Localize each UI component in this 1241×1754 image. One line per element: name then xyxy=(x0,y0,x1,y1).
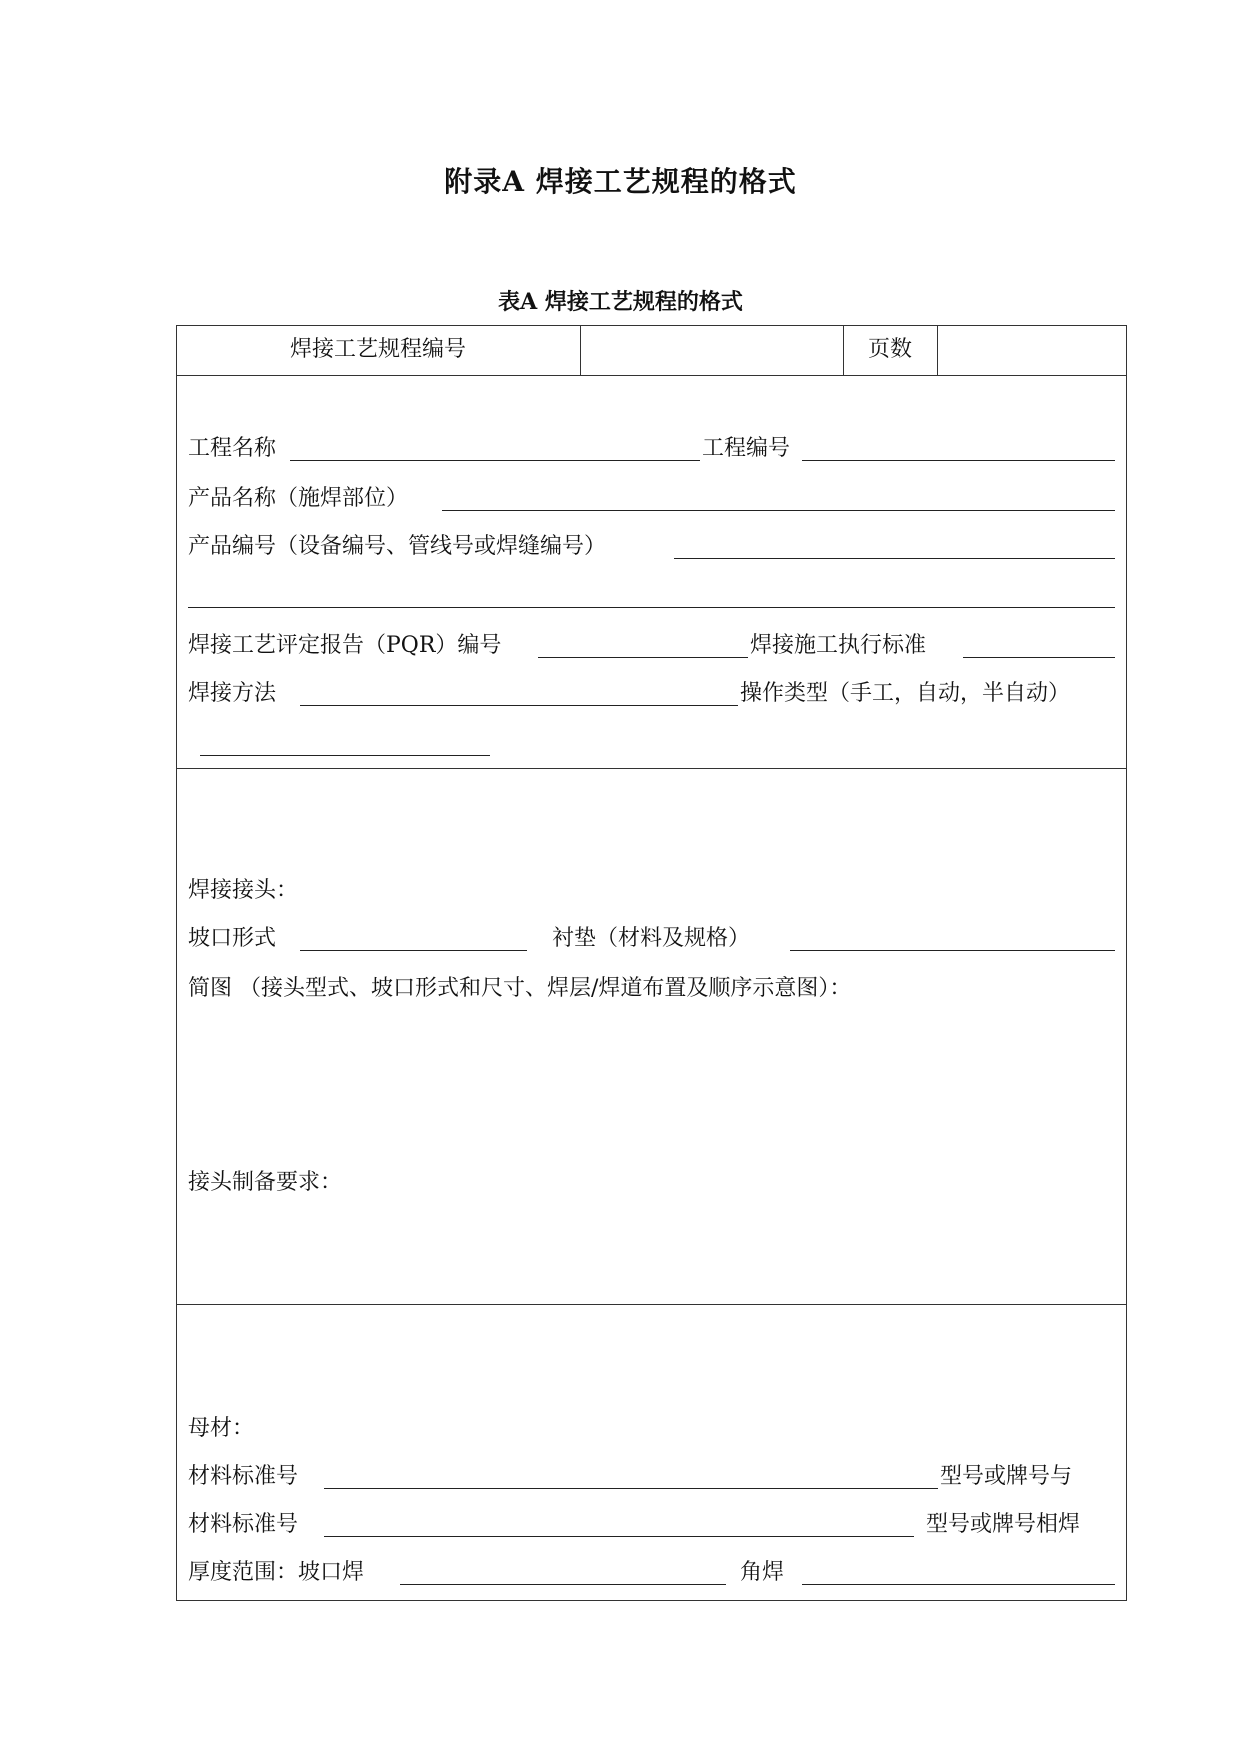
material-std-1-label: 材料标准号 xyxy=(188,1464,299,1489)
grade-matching-label: 型号或牌号相焊 xyxy=(926,1512,1081,1537)
product-name-label: 产品名称（施焊部位） xyxy=(188,486,409,511)
wps-number-field[interactable] xyxy=(581,337,843,363)
project-name-field[interactable] xyxy=(290,460,700,461)
row-divider xyxy=(176,375,1127,376)
welding-method-label: 焊接方法 xyxy=(188,681,277,706)
wps-number-label: 焊接工艺规程编号 xyxy=(289,337,466,362)
project-number-field[interactable] xyxy=(802,460,1115,461)
project-name-label: 工程名称 xyxy=(188,436,277,461)
product-number-label: 产品编号（设备编号、管线号或焊缝编号） xyxy=(188,534,607,559)
product-number-field[interactable] xyxy=(674,558,1115,559)
sketch-label: 简图 （接头型式、坡口形式和尺寸、焊层/焊道布置及顺序示意图）： xyxy=(188,976,852,1001)
backing-field[interactable] xyxy=(790,950,1115,951)
row-divider xyxy=(176,1304,1127,1305)
operation-type-label: 操作类型（手工，自动，半自动） xyxy=(740,681,1071,706)
product-number-field-cont[interactable] xyxy=(188,607,1115,608)
groove-form-field[interactable] xyxy=(300,950,527,951)
form-table xyxy=(176,325,1127,1601)
thickness-range-label: 厚度范围：坡口焊 xyxy=(188,1560,365,1585)
table-caption: 表A 焊接工艺规程的格式 xyxy=(498,289,743,315)
project-number-label: 工程编号 xyxy=(702,436,791,461)
fillet-thickness-field[interactable] xyxy=(802,1584,1115,1585)
operation-type-field[interactable] xyxy=(200,755,490,756)
pqr-number-label: 焊接工艺评定报告（PQR）编号 xyxy=(188,633,502,658)
material-std-2-label: 材料标准号 xyxy=(188,1512,299,1537)
joint-heading: 焊接接头： xyxy=(188,878,299,903)
backing-label: 衬垫（材料及规格） xyxy=(552,926,751,951)
standard-label: 焊接施工执行标准 xyxy=(750,633,927,658)
document-title: 附录A 焊接工艺规程的格式 xyxy=(444,165,797,198)
joint-preparation-label: 接头制备要求： xyxy=(188,1170,343,1195)
material-std-2-field[interactable] xyxy=(324,1536,914,1537)
standard-field[interactable] xyxy=(963,657,1115,658)
groove-thickness-field[interactable] xyxy=(400,1584,726,1585)
row-divider xyxy=(176,768,1127,769)
base-metal-heading: 母材： xyxy=(188,1416,255,1441)
pqr-number-field[interactable] xyxy=(538,657,748,658)
fillet-label: 角焊 xyxy=(740,1560,785,1585)
product-name-field[interactable] xyxy=(442,510,1115,511)
welding-method-field[interactable] xyxy=(300,705,738,706)
groove-form-label: 坡口形式 xyxy=(188,926,277,951)
page-count-field[interactable] xyxy=(938,337,1126,363)
material-std-1-field[interactable] xyxy=(324,1488,938,1489)
page-count-label: 页数 xyxy=(867,337,912,362)
grade-with-label: 型号或牌号与 xyxy=(940,1464,1073,1489)
